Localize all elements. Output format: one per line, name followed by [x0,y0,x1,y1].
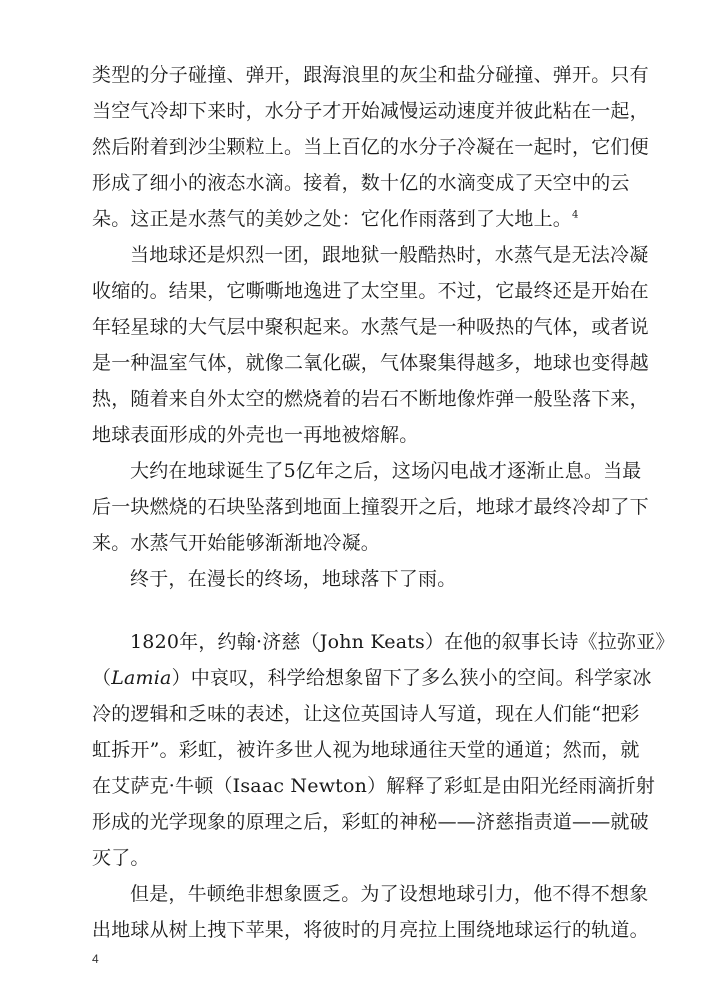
text-line: 虹拆开”。彩虹，被许多世人视为地球通往天堂的通道；然而，就 [92,739,640,761]
text-line: 当空气冷却下来时，水分子才开始减慢运动速度并彼此粘在一起， [92,100,649,122]
text-line: 灭了。 [92,847,150,869]
italic-title: Lamia [111,667,172,689]
page-number: 4 [92,952,99,966]
text-line: 形成了细小的液态水滴。接着，数十亿的水滴变成了天空中的云 [92,172,630,194]
text-line: 热，随着来自外太空的燃烧着的岩石不断地像炸弹一般坠落下来， [92,388,649,410]
text-span: ）中哀叹，科学给想象留下了多么狭小的空间。科学家冰 [171,667,652,689]
text-span: 朵。这正是水蒸气的美妙之处：它化作雨落到了大地上。 [92,208,573,230]
paragraph-first-line: 终于，在漫长的终场，地球落下了雨。 [130,568,457,590]
text-line: 年轻星球的大气层中聚积起来。水蒸气是一种吸热的气体，或者说 [92,316,649,338]
text-line: 地球表面形成的外壳也一再地被熔解。 [92,424,419,446]
text-line: 冷的逻辑和乏味的表述，让这位英国诗人写道，现在人们能“把彩 [92,703,640,725]
paragraph-first-line: 1820年，约翰·济慈（John Keats）在他的叙事长诗《拉弥亚》 [130,631,675,653]
text-line: 是一种温室气体，就像二氧化碳，气体聚集得越多，地球也变得越 [92,352,649,374]
text-line: 收缩的。结果，它嘶嘶地逸进了太空里。不过，它最终还是开始在 [92,280,649,302]
text-line [92,664,652,692]
text-span: （ [92,667,112,689]
text-line [92,205,612,233]
text-line: 然后附着到沙尘颗粒上。当上百亿的水分子冷凝在一起时，它们便 [92,136,649,158]
text-line: 在艾萨克·牛顿（Isaac Newton）解释了彩虹是由阳光经雨滴折射 [92,775,656,797]
text-line: 形成的光学现象的原理之后，彩虹的神秘——济慈指责道——就破 [92,811,649,833]
paragraph-first-line: 当地球还是炽烈一团，跟地狱一般酷热时，水蒸气是无法冷凝 [130,244,649,266]
paragraph-first-line: 但是，牛顿绝非想象匮乏。为了设想地球引力，他不得不想象 [130,883,649,905]
paragraph-first-line: 大约在地球诞生了5亿年之后，这场闪电战才逐渐止息。当最 [130,460,642,482]
text-line: 出地球从树上拽下苹果，将彼时的月亮拉上围绕地球运行的轨道。 [92,919,649,941]
footnote-marker: 4 [572,209,579,221]
text-line: 来。水蒸气开始能够渐渐地冷凝。 [92,532,381,554]
text-line: 类型的分子碰撞、弹开，跟海浪里的灰尘和盐分碰撞、弹开。只有 [92,64,649,86]
text-line: 后一块燃烧的石块坠落到地面上撞裂开之后，地球才最终冷却了下 [92,496,649,518]
